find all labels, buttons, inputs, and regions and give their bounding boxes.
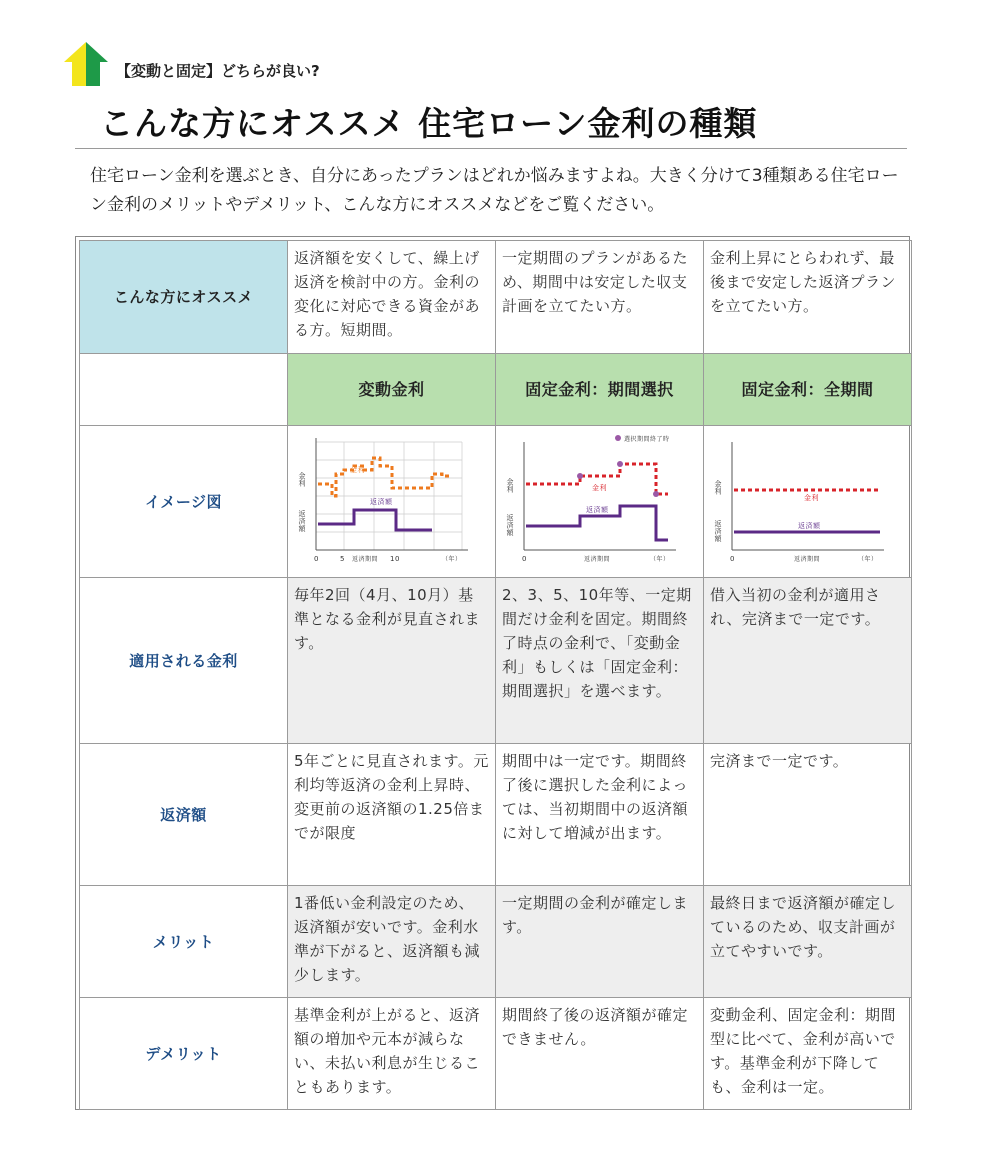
row-label-merit: メリット bbox=[80, 886, 288, 998]
cell-demerit-period: 期間終了後の返済額が確定できません。 bbox=[496, 998, 704, 1110]
intro-text: 住宅ローン金利を選ぶとき、自分にあったプランはどれか悩みますよね。大きく分けて3種類ある住宅ローン金利のメリットやデメリット、こんな方にオススメなどをご覧ください。 bbox=[90, 166, 899, 215]
period-label: 返済期間 bbox=[352, 556, 379, 563]
unit-label: （年） bbox=[858, 556, 878, 563]
axis-payment-label: 返済額 bbox=[714, 520, 722, 543]
tick-5: 5 bbox=[340, 555, 345, 563]
rate-label: 金利 bbox=[592, 484, 607, 492]
row-label-rate: 適用される金利 bbox=[80, 578, 288, 744]
cell-recommend-full: 金利上昇にとらわれず、最後まで安定した返済プランを立てたい方。 bbox=[704, 241, 912, 354]
row-payment bbox=[80, 744, 912, 886]
cell-demerit-variable: 基準金利が上がると、返済額の増加や元本が減らない、未払い利息が生じることもあります。 bbox=[288, 998, 496, 1110]
tick-0: 0 bbox=[522, 555, 527, 563]
cell-payment-period: 期間中は一定です。期間終了後に選択した金利によっては、当初期間中の返済額に対して増減が出ます。 bbox=[496, 744, 704, 886]
row-label-payment: 返済額 bbox=[80, 744, 288, 886]
axis-payment-label: 返済額 bbox=[298, 510, 306, 533]
axis-rate-label: 金利 bbox=[714, 480, 722, 495]
legend-label: 選択期間終了時 bbox=[624, 436, 670, 443]
cell-rate-variable: 毎年2回（4月、10月）基準となる金利が見直されます。 bbox=[288, 578, 496, 744]
row-image bbox=[80, 426, 912, 578]
page-title: こんな方にオススメ 住宅ローン金利の種類 bbox=[100, 104, 758, 143]
period-label: 返済期間 bbox=[584, 556, 611, 563]
chart-variable bbox=[288, 426, 496, 578]
cell-merit-full: 最終日まで返済額が確定しているのため、収支計画が立てやすいです。 bbox=[704, 886, 912, 998]
unit-label: （年） bbox=[650, 556, 670, 563]
cell-payment-variable: 5年ごとに見直されます。元利均等返済の金利上昇時、変更前の返済額の1.25倍までが限度 bbox=[288, 744, 496, 886]
house-arrow-icon bbox=[62, 40, 110, 88]
plan-header-variable: 変動金利 bbox=[288, 354, 496, 426]
row-merit bbox=[80, 886, 912, 998]
tick-0: 0 bbox=[314, 555, 319, 563]
page-header bbox=[62, 40, 482, 88]
cell-payment-full: 完済まで一定です。 bbox=[704, 744, 912, 886]
payment-label: 返済額 bbox=[586, 506, 609, 514]
unit-label: （年） bbox=[442, 556, 462, 563]
payment-label: 返済額 bbox=[798, 522, 821, 530]
row-recommend bbox=[80, 241, 912, 354]
plan-header-full: 固定金利：全期間 bbox=[704, 354, 912, 426]
axis-payment-label: 返済額 bbox=[506, 514, 514, 537]
cell-demerit-full: 変動金利、固定金利：期間型に比べて、金利が高いです。基準金利が下降しても、金利は一定。 bbox=[704, 998, 912, 1110]
period-label: 返済期間 bbox=[794, 556, 821, 563]
comparison-table bbox=[75, 236, 910, 1110]
cell-merit-period: 一定期間の金利が確定します。 bbox=[496, 886, 704, 998]
row-plans bbox=[80, 354, 912, 426]
rate-label: 金利 bbox=[804, 494, 819, 502]
cell-merit-variable: 1番低い金利設定のため、返済額が安いです。金利水準が下がると、返済額も減少します。 bbox=[288, 886, 496, 998]
plan-header-period: 固定金利：期間選択 bbox=[496, 354, 704, 426]
title-divider bbox=[75, 148, 907, 149]
payment-line bbox=[318, 510, 432, 530]
page-subtitle: 【変動と固定】どちらが良い? bbox=[116, 62, 320, 80]
row-demerit bbox=[80, 998, 912, 1110]
row-rate bbox=[80, 578, 912, 744]
axis-rate-label: 金利 bbox=[298, 472, 306, 487]
empty-corner-cell bbox=[80, 354, 288, 426]
cell-rate-period: 2、3、5、10年等、一定期間だけ金利を固定。期間終了時点の金利で、「変動金利」もしくは「固定金利：期間選択」を選べます。 bbox=[496, 578, 704, 744]
row-label-demerit: デメリット bbox=[80, 998, 288, 1110]
rate-label: 金利 bbox=[350, 466, 365, 474]
axis-rate-label: 金利 bbox=[506, 478, 514, 493]
cell-recommend-period: 一定期間のプランがあるため、期間中は安定した収支計画を立てたい方。 bbox=[496, 241, 704, 354]
rate-line bbox=[318, 458, 452, 496]
row-label-image: イメージ図 bbox=[80, 426, 288, 578]
chart-full bbox=[704, 426, 912, 578]
cell-rate-full: 借入当初の金利が適用され、完済まで一定です。 bbox=[704, 578, 912, 744]
payment-label: 返済額 bbox=[370, 498, 393, 506]
tick-0: 0 bbox=[730, 555, 735, 563]
chart-period bbox=[496, 426, 704, 578]
cell-recommend-variable: 返済額を安くして、繰上げ返済を検討中の方。金利の変化に対応できる資金がある方。短期間。 bbox=[288, 241, 496, 354]
tick-10: 10 bbox=[390, 555, 400, 563]
row-label-recommend: こんな方にオススメ bbox=[80, 241, 288, 354]
